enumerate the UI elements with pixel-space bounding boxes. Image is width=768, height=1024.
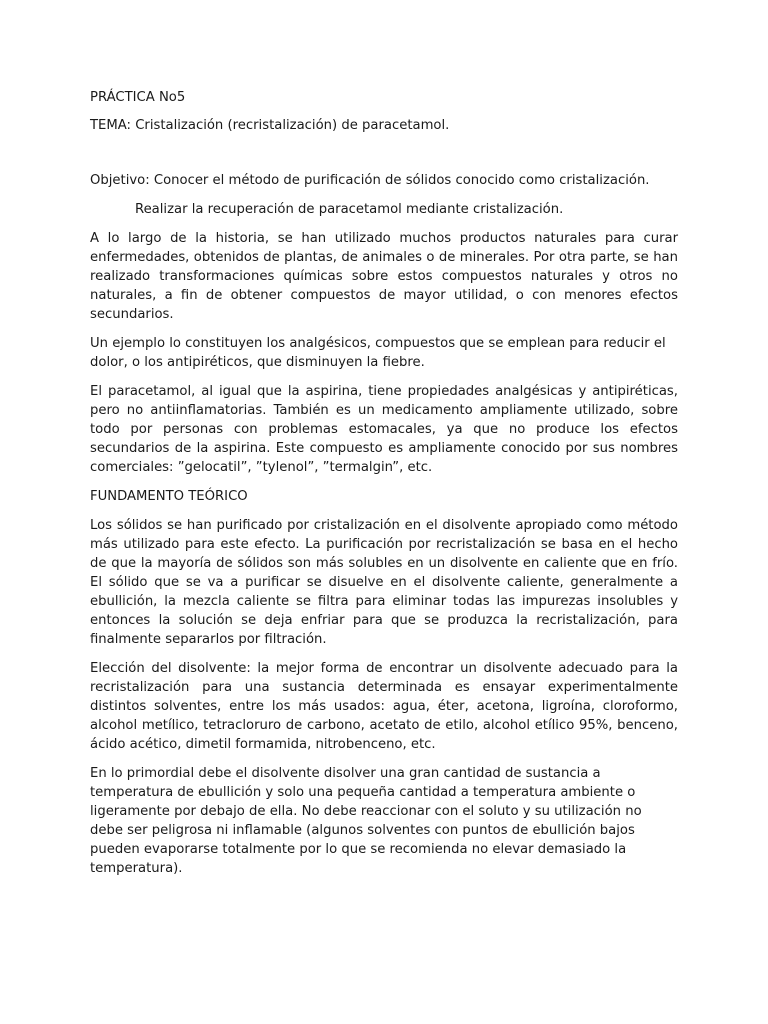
objective-line: Objetivo: Conocer el método de purificación de sólidos conocido como cristalización. bbox=[90, 173, 650, 188]
theory-paragraph: Los sólidos se han purificado por cristalización en el disolvente apropiado como método más utilizado para este efecto. La purificación por recristalización se basa en el hecho de que la mayoría de sólidos son más solubles en un disolvente en caliente que en frío. El sólido que se va a purificar se disuelve en el disolvente caliente, generalmente a ebullición, la mezcla caliente se filtra para eliminar todas las impurezas insolubles y entonces la solución se deja enfriar para que se produzca la recristalización, para finalmente separarlos por filtración. bbox=[90, 518, 678, 647]
paracetamol-paragraph: El paracetamol, al igual que la aspirina, tiene propiedades analgésicas y antipiréticas, pero no antiinflamatorias. También es un medicamento ampliamente utilizado, sobre todo por personas con problemas estomacales, ya que no produce los efectos secundarios de la aspirina. Este compuesto es ampliamente conocido por sus nombres comerciales: ”gelocatil”, ”tylenol”, ”termalgin”, etc. bbox=[90, 384, 678, 475]
solvent-requirements-paragraph: En lo primordial debe el disolvente disolver una gran cantidad de sustancia a temperatura de ebullición y solo una pequeña cantidad a temperatura ambiente o ligeramente por debajo de ella. No debe reaccionar con el soluto y su utilización no debe ser peligrosa ni inflamable (algunos solventes con puntos de ebullición bajos pueden evaporarse totalmente por lo que se recomienda no elevar demasiado la temperatura). bbox=[90, 766, 642, 876]
analgesics-paragraph: Un ejemplo lo constituyen los analgésicos, compuestos que se emplean para reducir el dolor, o los antipiréticos, que disminuyen la fiebre. bbox=[90, 336, 666, 370]
objective-second-line: Realizar la recuperación de paracetamol mediante cristalización. bbox=[135, 202, 564, 217]
topic-line: TEMA: Cristalización (recristalización) de paracetamol. bbox=[90, 118, 450, 133]
practice-label: PRÁCTICA No5 bbox=[90, 90, 186, 105]
intro-paragraph: A lo largo de la historia, se han utilizado muchos productos naturales para curar enfermedades, obtenidos de plantas, de animales o de minerales. Por otra parte, se han realizado transformaciones químicas sobre estos compuestos naturales y otros no naturales, a fin de obtener compuestos de mayor utilidad, o con menores efectos secundarios. bbox=[90, 231, 678, 322]
solvent-choice-paragraph: Elección del disolvente: la mejor forma de encontrar un disolvente adecuado para la recristalización para una sustancia determinada es ensayar experimentalmente distintos solventes, entre los más usados: agua, éter, acetona, ligroína, cloroformo, alcohol metílico, tetracloruro de carbono, acetato de etilo, alcohol etílico 95%, benceno, ácido acético, dimetil formamida, nitrobenceno, etc. bbox=[90, 661, 678, 752]
section-heading: FUNDAMENTO TEÓRICO bbox=[90, 489, 248, 504]
document-page bbox=[90, 88, 678, 878]
